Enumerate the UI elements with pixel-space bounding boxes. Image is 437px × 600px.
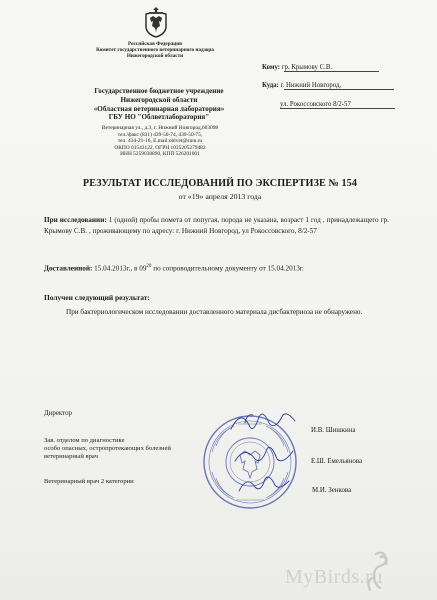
okpo-line: ОКПО 01543122, ОГРН 1035205279482 xyxy=(114,144,206,151)
street-value: ул. Рокоссовского 8/2-57 xyxy=(280,101,351,108)
header-block xyxy=(55,41,255,60)
delivered-minutes: 20 xyxy=(146,264,152,269)
where-value: г. Нижний Новгород, xyxy=(280,82,342,89)
delivered-rest: по сопроводительному документу от 15.04.2013г. xyxy=(151,264,304,273)
federation-line: Российская Федерация xyxy=(127,41,182,47)
head-title-3: ветеринарный врач xyxy=(44,453,98,461)
contacts-block xyxy=(55,125,265,158)
result-label: Получен следующий результат: xyxy=(44,293,150,302)
institution-line-1: Государственное бюджетное учреждение xyxy=(94,87,224,95)
research-label: При исследовании: xyxy=(44,216,107,224)
address-line: Ветеринарная ул., д.3, г. Нижний Новгород,603098 xyxy=(101,125,219,131)
director-title: Директор xyxy=(44,410,72,417)
inn-line: ИНН 5259038890, КПП 526201001 xyxy=(120,151,200,158)
coat-of-arms-icon xyxy=(143,6,169,38)
institution-line-4: ГБУ НО "Облветлаборатория" xyxy=(108,113,210,122)
research-text: 1 (одной) пробы помета от попугая, порода не указана, возраст 1 год , принадлежащего гр. Крымову С.В. , проживающему по адресу: г. Нижний Новгород, ул Рокоссовского, 8/2-57 xyxy=(44,216,389,236)
head-title-block xyxy=(44,437,171,462)
head-title-1: Зав. отделом по диагностике xyxy=(44,437,125,444)
vet-name: М.И. Зенкова xyxy=(312,487,352,494)
institution-block xyxy=(50,87,268,122)
to-label: Кому: xyxy=(262,64,281,71)
delivered-date: 15.04.2013г., в 09 xyxy=(92,264,147,273)
document-title: РЕЗУЛЬТАТ ИССЛЕДОВАНИЙ ПО ЭКСПЕРТИЗЕ № 154 xyxy=(82,178,358,189)
phone-line-2: тел. 434-21-16, E.mail:oblvet@sinn.ru xyxy=(117,138,203,145)
head-name: Е.Ш. Емельянова xyxy=(311,458,363,465)
signatures-icon xyxy=(225,405,305,500)
phone-line-1: тел./факс (831) 439-50-74, 439-50-75, xyxy=(117,131,203,138)
region-line: Нижегородской области xyxy=(126,53,184,60)
institution-line-2: Нижегородской области xyxy=(120,95,198,104)
delivered-label: Доставленной: xyxy=(44,264,93,273)
research-paragraph xyxy=(44,215,389,238)
result-text: При бактериологическом исследовании доставленного материала дисбактериоза не обнаружено. xyxy=(66,308,363,316)
addressee-block xyxy=(262,63,432,109)
vet-title: Ветеринарный врач 2 категории xyxy=(44,478,134,485)
parrot-watermark-icon xyxy=(360,548,394,594)
where-label: Куда: xyxy=(262,82,279,89)
to-value: гр. Крымову С.В. xyxy=(281,64,333,71)
head-title-2: особо опасных, остропротекающих болезней xyxy=(44,445,171,453)
committee-line: Комитет государственного ветеринарного надзора xyxy=(96,47,214,54)
document-date: от «19» апреля 2013 года xyxy=(178,192,262,201)
institution-line-3: «Областная ветеринарная лаборатория» xyxy=(93,104,225,113)
delivered-paragraph xyxy=(44,262,404,273)
watermark-text: MyBirds.ru xyxy=(285,566,383,588)
director-name: И.В. Шишкина xyxy=(311,427,356,434)
